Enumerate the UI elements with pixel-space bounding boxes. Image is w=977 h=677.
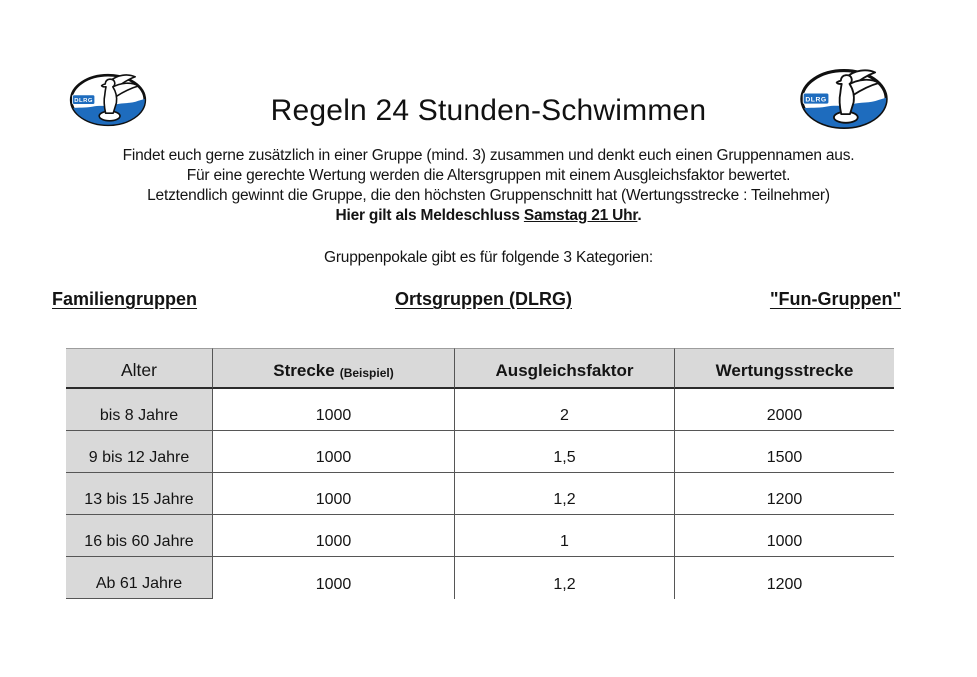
table-cell-scored: 1200 (675, 557, 894, 599)
table-cell-distance: 1000 (213, 473, 455, 515)
age-factor-table (66, 348, 894, 599)
category-fun-gruppen: "Fun-Gruppen" (769, 289, 901, 309)
table-cell-factor: 1,2 (455, 557, 675, 599)
col-header-strecke: Strecke (Beispiel) (213, 348, 455, 389)
col-header-ausgleichsfaktor: Ausgleichsfaktor (455, 348, 675, 389)
col-header-alter: Alter (66, 348, 213, 389)
table-cell-distance: 1000 (213, 557, 455, 599)
deadline-suffix: . (637, 207, 642, 224)
categories-row (52, 289, 901, 310)
category-ortsgruppen: Ortsgruppen (DLRG) (394, 289, 572, 309)
table-cell-factor: 2 (455, 389, 675, 431)
table-cell-factor: 1,2 (455, 473, 675, 515)
table-cell-age: 13 bis 15 Jahre (66, 473, 213, 515)
intro-line-2: Für eine gerechte Wertung werden die Altersgruppen mit einem Ausgleichsfaktor bewertet. (186, 167, 791, 184)
table-cell-factor: 1,5 (455, 431, 675, 473)
categories-intro: Gruppenpokale gibt es für folgende 3 Kategorien: (323, 249, 654, 266)
table-cell-age: Ab 61 Jahre (66, 557, 213, 599)
table-cell-distance: 1000 (213, 389, 455, 431)
table-cell-distance: 1000 (213, 515, 455, 557)
page-title: Regeln 24 Stunden-Schwimmen (270, 94, 707, 127)
table-cell-age: bis 8 Jahre (66, 389, 213, 431)
intro-line-3: Letztendlich gewinnt die Gruppe, die den höchsten Gruppenschnitt hat (Wertungsstrecke : Teilnehmer) (147, 187, 830, 204)
table-cell-scored: 1500 (675, 431, 894, 473)
col-header-wertungsstrecke: Wertungsstrecke (675, 348, 894, 389)
table-cell-scored: 1200 (675, 473, 894, 515)
table-cell-age: 16 bis 60 Jahre (66, 515, 213, 557)
deadline-prefix: Hier gilt als Meldeschluss (335, 207, 524, 224)
table-cell-distance: 1000 (213, 431, 455, 473)
deadline-line (0, 206, 977, 226)
table-cell-scored: 2000 (675, 389, 894, 431)
table-cell-age: 9 bis 12 Jahre (66, 431, 213, 473)
table-cell-scored: 1000 (675, 515, 894, 557)
deadline-highlight: Samstag 21 Uhr (523, 207, 638, 224)
table-cell-factor: 1 (455, 515, 675, 557)
intro-line-1: Findet euch gerne zusätzlich in einer Gruppe (mind. 3) zusammen und denkt euch einen Gruppennamen aus. (122, 147, 855, 164)
col-header-strecke-note: (Beispiel) (339, 366, 394, 380)
category-familiengruppen: Familiengruppen (52, 289, 198, 309)
intro-paragraph (0, 146, 977, 226)
